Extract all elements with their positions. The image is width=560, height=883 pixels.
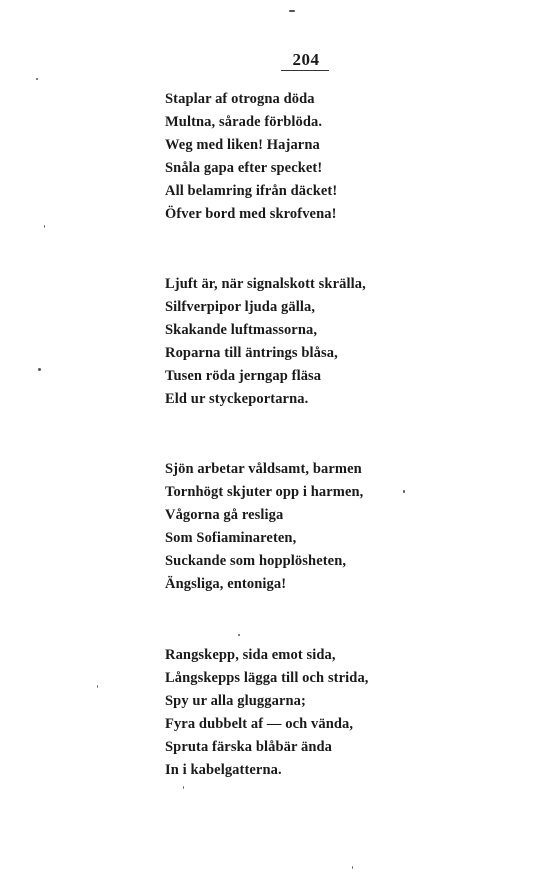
poem-line: Weg med liken! Hajarna bbox=[165, 137, 320, 153]
poem-line: Rangskepp, sida emot sida, bbox=[165, 647, 336, 663]
scan-speck bbox=[183, 786, 184, 789]
stanza-3 bbox=[165, 458, 425, 596]
stanza-2 bbox=[165, 273, 425, 411]
poem-line: All belamring ifrån däcket! bbox=[165, 183, 338, 199]
poem-line: In i kabelgatterna. bbox=[165, 762, 282, 778]
scan-speck bbox=[44, 225, 45, 228]
poem-line: Som Sofiaminareten, bbox=[165, 530, 297, 546]
poem-line: Spruta färska blåbär ända bbox=[165, 739, 333, 755]
poem-line: Multna, sårade förblöda. bbox=[165, 114, 323, 130]
page-number-rule bbox=[281, 70, 329, 71]
poem-line: Spy ur alla gluggarna; bbox=[165, 693, 306, 709]
stanza-4 bbox=[165, 644, 425, 782]
scan-speck bbox=[352, 866, 353, 869]
poem-line: Sjön arbetar våldsamt, barmen bbox=[165, 461, 362, 477]
stanza-1 bbox=[165, 88, 425, 226]
poem-line: Tornhögt skjuter opp i harmen, bbox=[165, 484, 364, 500]
poem-line: Skakande luftmassorna, bbox=[165, 322, 318, 338]
scan-speck bbox=[238, 634, 240, 636]
poem-line: Roparna till äntrings blåsa, bbox=[165, 345, 338, 361]
poem-line: Eld ur styckeportarna. bbox=[165, 391, 309, 407]
poem-line: Snåla gapa efter specket! bbox=[165, 160, 323, 176]
poem-line: Vågorna gå resliga bbox=[165, 507, 284, 523]
scan-speck bbox=[289, 10, 295, 12]
poem-line: Staplar af otrogna döda bbox=[165, 91, 315, 107]
poem-line: Ängsliga, entoniga! bbox=[165, 576, 287, 592]
poem-line: Silfverpipor ljuda gälla, bbox=[165, 299, 316, 315]
poem-line: Långskepps lägga till och strida, bbox=[165, 670, 369, 686]
poem-line: Suckande som hopplösheten, bbox=[165, 553, 347, 569]
poem-line: Öfver bord med skrofvena! bbox=[165, 206, 337, 222]
poem-line: Tusen röda jerngap fläsa bbox=[165, 368, 322, 384]
poem-line: Fyra dubbelt af — och vända, bbox=[165, 716, 354, 732]
page-number: 204 bbox=[292, 50, 320, 69]
scan-speck bbox=[403, 490, 405, 493]
scan-speck bbox=[38, 368, 41, 371]
scan-speck bbox=[97, 685, 98, 688]
scan-speck bbox=[36, 78, 38, 80]
poem-line: Ljuft är, när signalskott skrälla, bbox=[165, 276, 366, 292]
